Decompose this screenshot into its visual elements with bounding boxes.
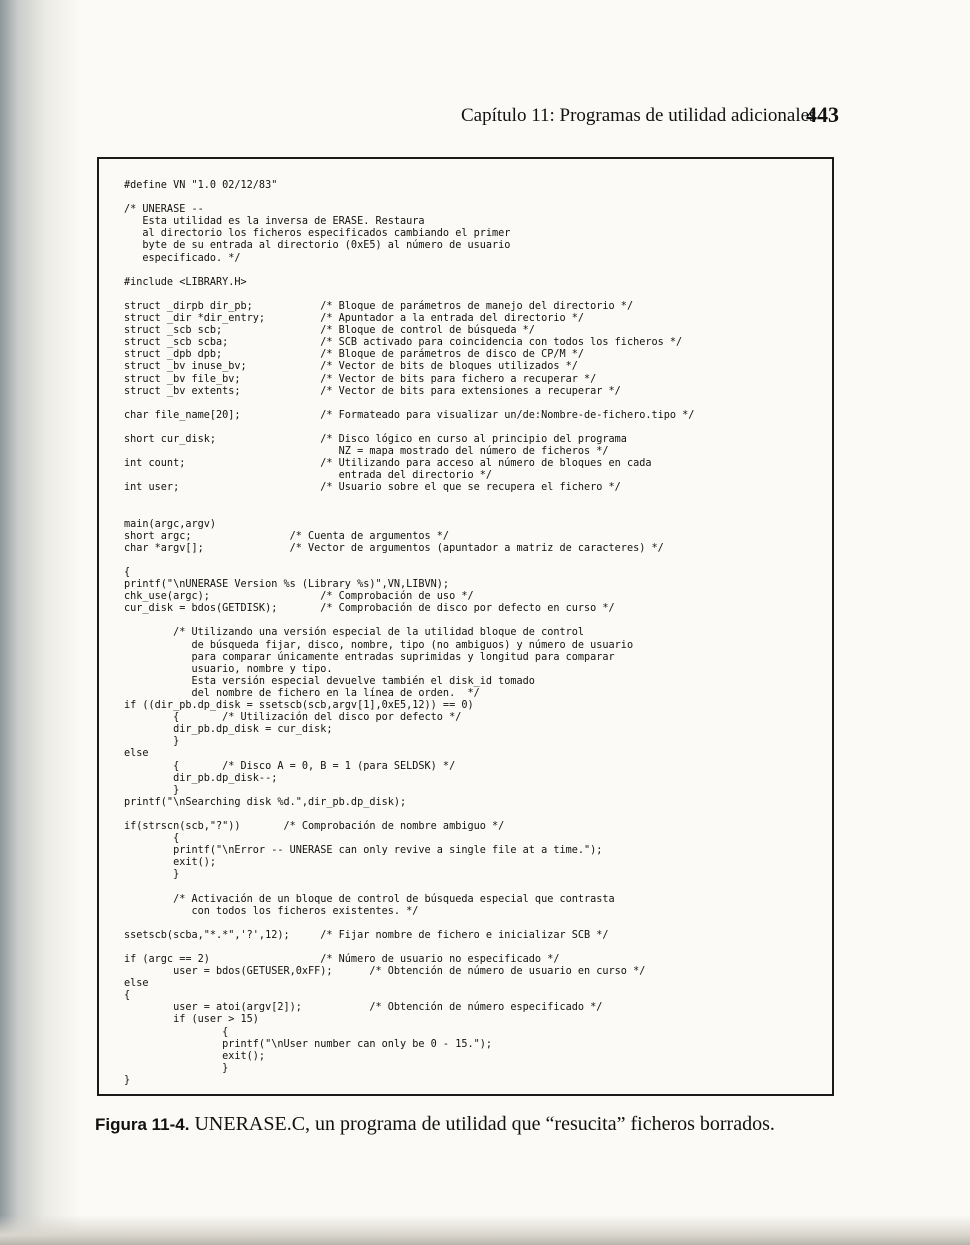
code-line: else: [124, 978, 149, 990]
code-line: {: [124, 990, 131, 1002]
page-number: 443: [806, 102, 839, 127]
code-line: int user; /* Usuario sobre el que se recupera el fichero */: [124, 482, 621, 494]
code-line: printf("\nUNERASE Version %s (Library %s)",VN,LIBVN);: [124, 579, 450, 591]
code-line: dir_pb.dp_disk = cur_disk;: [124, 724, 333, 736]
code-line: NZ = mapa mostrado del número de ficheros */: [124, 446, 609, 458]
code-line: }: [124, 784, 180, 796]
code-line: char file_name[20]; /* Formateado para visualizar un/de:Nombre-de-fichero.tipo */: [124, 409, 695, 421]
code-line: }: [124, 736, 180, 748]
code-line: ssetscb(scba,"*.*",'?',12); /* Fijar nombre de fichero e inicializar SCB */: [124, 929, 609, 941]
code-line: {: [124, 567, 131, 578]
code-line: if (user > 15): [124, 1014, 259, 1026]
code-line: del nombre de fichero en la línea de orden. */: [124, 687, 480, 699]
code-line: /* Activación de un bloque de control de búsqueda especial que contrasta: [124, 893, 615, 905]
code-line: #define VN "1.0 02/12/83": [124, 180, 278, 191]
code-line: byte de su entrada al directorio (0xE5) al número de usuario: [124, 240, 511, 252]
code-line: Esta versión especial devuelve también el disk_id tomado: [124, 675, 535, 687]
code-line: {: [124, 833, 180, 845]
code-line: struct _bv inuse_bv; /* Vector de bits de bloques utilizados */: [124, 361, 578, 373]
code-line: { /* Disco A = 0, B = 1 (para SELDSK) */: [124, 760, 456, 772]
code-line: else: [124, 748, 149, 760]
code-line: if (argc == 2) /* Número de usuario no especificado */: [124, 954, 560, 965]
figure-label: Figura 11-4.: [95, 1115, 190, 1134]
code-line: user = atoi(argv[2]); /* Obtención de número especificado */: [124, 1002, 603, 1014]
code-line: entrada del directorio */: [124, 470, 493, 482]
code-line: cur_disk = bdos(GETDISK); /* Comprobación de disco por defecto en curso */: [124, 603, 615, 615]
code-line: short argc; /* Cuenta de argumentos */: [124, 530, 450, 542]
code-line: char *argv[]; /* Vector de argumentos (apuntador a matriz de caracteres) */: [124, 542, 664, 554]
figure-caption-text: UNERASE.C, un programa de utilidad que “resucita” ficheros borrados.: [194, 1113, 775, 1135]
code-line: printf("\nSearching disk %d.",dir_pb.dp_disk);: [124, 796, 407, 808]
code-line: printf("\nError -- UNERASE can only revive a single file at a time.");: [124, 845, 603, 857]
running-head: Capítulo 11: Programas de utilidad adicionales: [461, 105, 817, 126]
code-listing: [124, 180, 694, 1087]
code-line: }: [124, 869, 180, 881]
code-line: struct _dpb dpb; /* Bloque de parámetros de disco de CP/M */: [124, 349, 585, 361]
scan-shadow-bottom: [0, 1215, 970, 1245]
code-line: /* UNERASE --: [124, 204, 204, 216]
code-line: exit();: [124, 857, 217, 869]
code-line: para comparar únicamente entradas suprimidas y longitud para comparar: [124, 651, 615, 663]
code-line: dir_pb.dp_disk--;: [124, 772, 278, 784]
code-line: de búsqueda fijar, disco, nombre, tipo (no ambiguos) y número de usuario: [124, 639, 634, 651]
code-line: struct _bv file_bv; /* Vector de bits para fichero a recuperar */: [124, 373, 597, 385]
code-line: Esta utilidad es la inversa de ERASE. Restaura: [124, 216, 425, 228]
code-line: struct _bv extents; /* Vector de bits para extensiones a recuperar */: [124, 385, 621, 397]
code-line: main(argc,argv): [124, 518, 217, 530]
figure-caption: [95, 1113, 775, 1136]
code-line: con todos los ficheros existentes. */: [124, 905, 419, 917]
code-line: usuario, nombre y tipo.: [124, 663, 333, 675]
code-line: /* Utilizando una versión especial de la utilidad bloque de control: [124, 627, 585, 639]
scan-shadow-left: [0, 0, 80, 1245]
code-line: struct _dir *dir_entry; /* Apuntador a la entrada del directorio */: [124, 313, 585, 325]
code-line: {: [124, 1026, 229, 1038]
code-line: struct _scb scba; /* SCB activado para coincidencia con todos los ficheros */: [124, 337, 683, 349]
code-line: }: [124, 1074, 131, 1086]
code-line: exit();: [124, 1050, 266, 1062]
code-line: if(strscn(scb,"?")) /* Comprobación de nombre ambiguo */: [124, 820, 505, 832]
code-line: user = bdos(GETUSER,0xFF); /* Obtención de número de usuario en curso */: [124, 966, 646, 978]
code-line: chk_use(argc); /* Comprobación de uso */: [124, 591, 474, 603]
code-line: int count; /* Utilizando para acceso al número de bloques en cada: [124, 458, 652, 470]
code-line: short cur_disk; /* Disco lógico en curso al principio del programa: [124, 433, 627, 445]
code-line: printf("\nUser number can only be 0 - 15.");: [124, 1038, 493, 1050]
code-line: struct _dirpb dir_pb; /* Bloque de parámetros de manejo del directorio */: [124, 300, 634, 312]
code-line: { /* Utilización del disco por defecto */: [124, 712, 462, 724]
code-line: struct _scb scb; /* Bloque de control de búsqueda */: [124, 325, 535, 337]
code-line: if ((dir_pb.dp_disk = ssetscb(scb,argv[1],0xE5,12)) == 0): [124, 700, 474, 712]
code-line: al directorio los ficheros especificados cambiando el primer: [124, 228, 511, 240]
code-line: }: [124, 1062, 229, 1074]
code-line: #include <LIBRARY.H>: [124, 276, 247, 288]
code-line: especificado. */: [124, 252, 241, 264]
